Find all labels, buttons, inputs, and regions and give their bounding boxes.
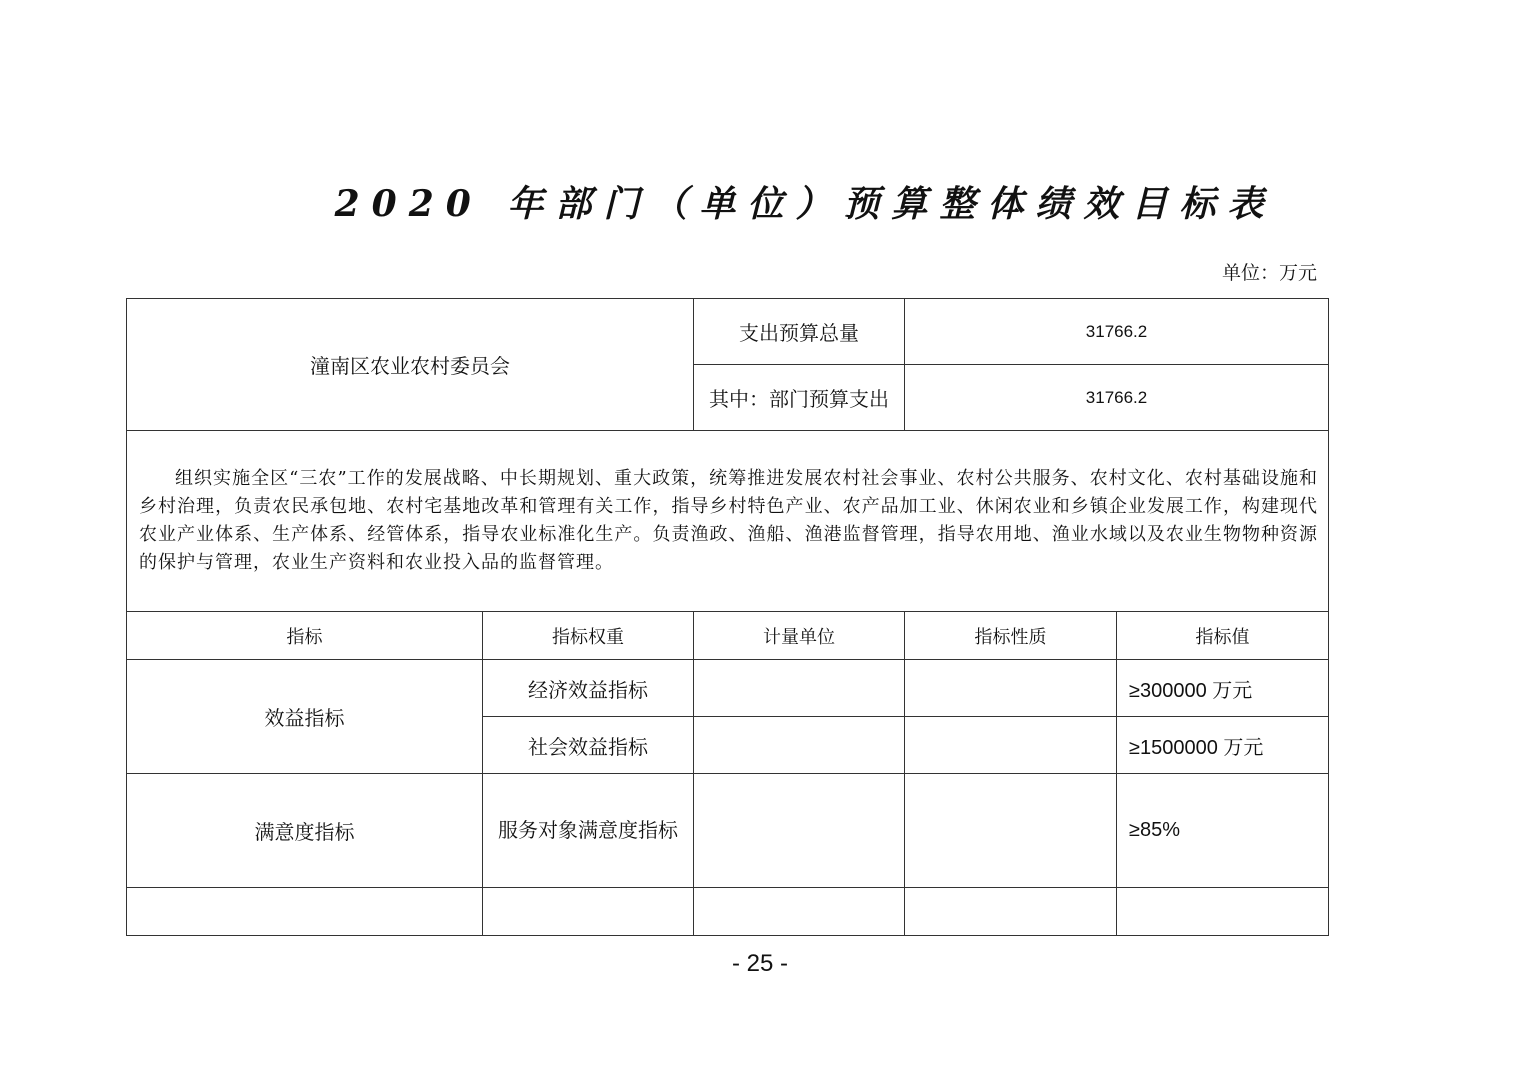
total-budget-label: 支出预算总量 — [694, 299, 905, 365]
unit-social — [694, 717, 905, 774]
category-satisfaction: 满意度指标 — [127, 774, 483, 888]
value-satisfaction: ≥85% — [1117, 774, 1329, 888]
header-nature: 指标性质 — [905, 612, 1117, 660]
unit-satisfaction — [694, 774, 905, 888]
weight-social: 社会效益指标 — [483, 717, 694, 774]
header-weight: 指标权重 — [483, 612, 694, 660]
empty-cell — [483, 888, 694, 936]
nature-satisfaction — [905, 774, 1117, 888]
category-benefit: 效益指标 — [127, 660, 483, 774]
value-economic: ≥300000 万元 — [1117, 660, 1329, 717]
document-title: 2020 年部门（单位）预算整体绩效目标表 — [334, 183, 1276, 225]
unit-economic — [694, 660, 905, 717]
empty-cell — [694, 888, 905, 936]
performance-target-table — [126, 298, 1329, 936]
dept-budget-label: 其中：部门预算支出 — [694, 365, 905, 431]
dept-budget-value: 31766.2 — [905, 365, 1329, 431]
header-unit: 计量单位 — [694, 612, 905, 660]
description-text: 组织实施全区“三农”工作的发展战略、中长期规划、重大政策，统筹推进发展农村社会事业、农村公共服务、农村文化、农村基础设施和乡村治理，负责农民承包地、农村宅基地改革和管理有关工作，指导乡村特色产业、农产品加工业、休闲农业和乡镇企业发展工作，构建现代农业产业体系、生产体系、经管体系，指导农业标准化生产。负责渔政、渔船、渔港监督管理，指导农用地、渔业水域以及农业生物物种资源的保护与管理，农业生产资料和农业投入品的监督管理。 — [139, 468, 1319, 573]
unit-label: 单位：万元 — [1221, 262, 1317, 284]
weight-satisfaction: 服务对象满意度指标 — [483, 774, 694, 888]
value-social: ≥1500000 万元 — [1117, 717, 1329, 774]
empty-cell — [127, 888, 483, 936]
nature-economic — [905, 660, 1117, 717]
department-description — [127, 431, 1329, 612]
empty-cell — [1117, 888, 1329, 936]
nature-social — [905, 717, 1117, 774]
weight-economic: 经济效益指标 — [483, 660, 694, 717]
header-value: 指标值 — [1117, 612, 1329, 660]
empty-cell — [905, 888, 1117, 936]
total-budget-value: 31766.2 — [905, 299, 1329, 365]
page-number: - 25 - — [731, 950, 788, 977]
header-indicator: 指标 — [127, 612, 483, 660]
department-name: 潼南区农业农村委员会 — [127, 299, 694, 431]
